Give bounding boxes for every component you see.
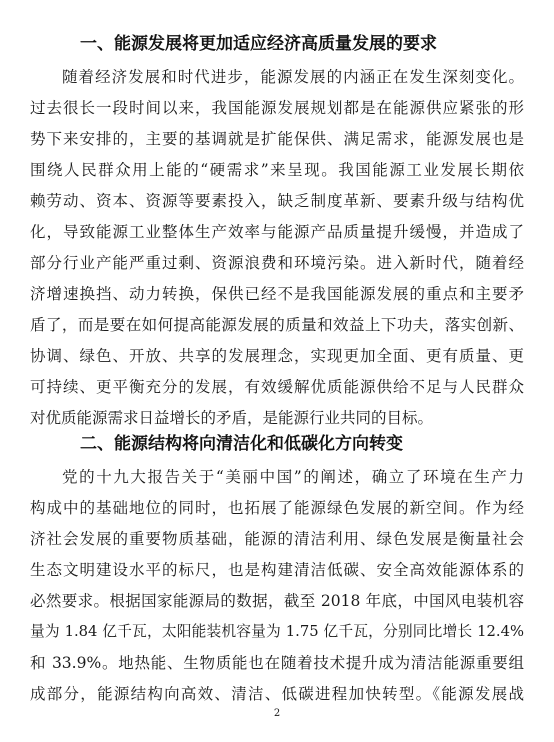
paragraph-line: 协调、绿色、开放、共享的发展理念，实现更加全面、更有质量、更	[30, 347, 524, 365]
paragraph-line: 围绕人民群众用上能的“硬需求”来呈现。我国能源工业发展长期依	[30, 161, 524, 179]
paragraph-line: 成部分，能源结构向高效、清洁、低碳进程加快转型。《能源发展战	[30, 685, 524, 703]
paragraph-line: 部分行业产能严重过剩、资源浪费和环境污染。进入新时代，随着经	[30, 254, 524, 272]
paragraph-line: 必然要求。根据国家能源局的数据，截至 2018 年底，中国风电装机容	[30, 592, 524, 610]
paragraph-line: 可持续、更平衡充分的发展，有效缓解优质能源供给不足与人民群众	[30, 378, 524, 396]
paragraph-line: 构成中的基础地位的同时，也拓展了能源绿色发展的新空间。作为经	[30, 499, 524, 517]
paragraph-line: 化，导致能源工业整体生产效率与能源产品质量提升缓慢，并造成了	[30, 223, 524, 241]
page-number: 2	[273, 708, 281, 719]
paragraph-line: 量为 1.84 亿千瓦，太阳能装机容量为 1.75 亿千瓦，分别同比增长 12.4%	[30, 623, 524, 640]
paragraph-line: 盾了，而是要在如何提高能源发展的质量和效益上下功夫，落实创新、	[30, 316, 524, 334]
paragraph-line: 济社会发展的重要物质基础，能源的清洁利用、绿色发展是衡量社会	[30, 530, 524, 548]
paragraph-line: 势下来安排的，主要的基调就是扩能保供、满足需求，能源发展也是	[30, 130, 524, 148]
paragraph-line: 对优质能源需求日益增长的矛盾，是能源行业共同的目标。	[30, 409, 434, 427]
paragraph-line: 生态文明建设水平的标尺，也是构建清洁低碳、安全高效能源体系的	[30, 561, 524, 579]
paragraph-line: 济增速换挡、动力转换，保供已经不是我国能源发展的重点和主要矛	[30, 285, 524, 303]
paragraph-line: 赖劳动、资本、资源等要素投入，缺乏制度革新、要素升级与结构优	[30, 192, 524, 210]
paragraph-line: 随着经济发展和时代进步，能源发展的内涵正在发生深刻变化。	[62, 68, 524, 86]
paragraph-line: 过去很长一段时间以来，我国能源发展规划都是在能源供应紧张的形	[30, 99, 524, 117]
paragraph-line: 党的十九大报告关于“美丽中国”的阐述，确立了环境在生产力	[62, 468, 524, 486]
section-heading-1: 一、能源发展将更加适应经济高质量发展的要求	[80, 34, 437, 54]
paragraph-line: 和 33.9%。地热能、生物质能也在随着技术提升成为清洁能源重要组	[30, 654, 524, 672]
section-heading-2: 二、能源结构将向清洁化和低碳化方向转变	[80, 434, 403, 454]
